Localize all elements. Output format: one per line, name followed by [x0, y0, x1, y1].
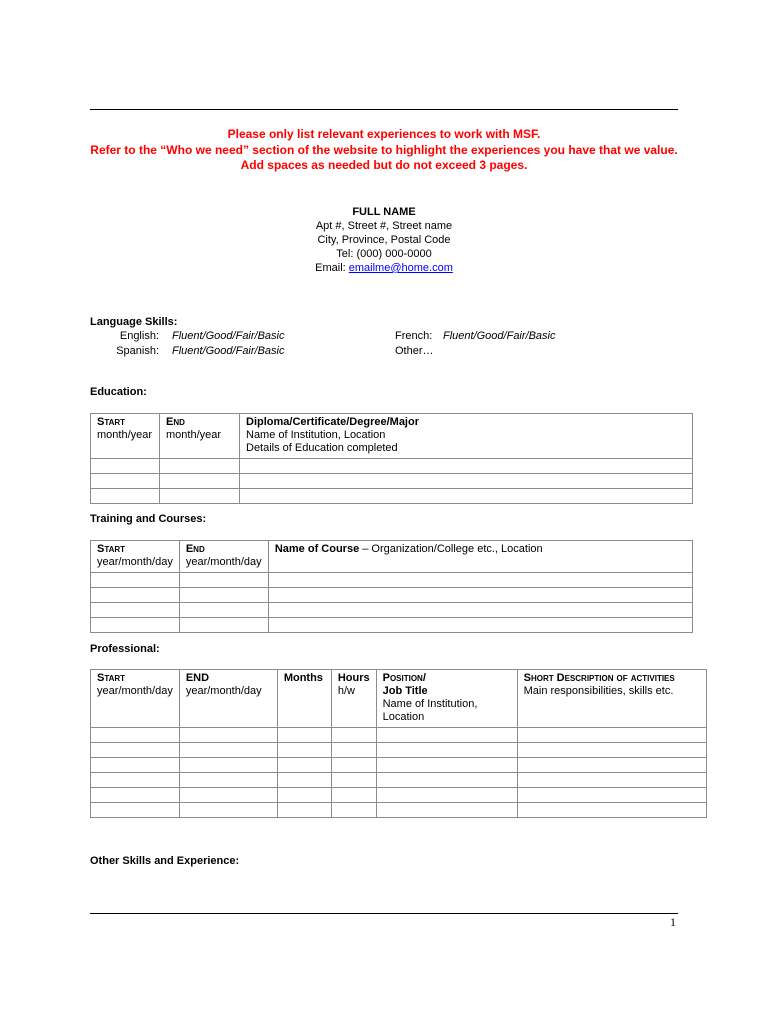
training-heading: Training and Courses:	[90, 513, 207, 525]
table-row	[91, 588, 693, 603]
table-row	[91, 459, 693, 474]
french-value: Fluent/Good/Fair/Basic	[443, 330, 556, 342]
education-start-header	[91, 414, 160, 459]
table-cell[interactable]	[91, 758, 180, 773]
professional-start-label: Start	[97, 672, 126, 684]
table-cell[interactable]	[376, 803, 517, 818]
training-header-row	[91, 541, 693, 573]
spanish-value: Fluent/Good/Fair/Basic	[172, 345, 285, 357]
education-end-label: End	[166, 416, 185, 428]
table-cell[interactable]	[91, 788, 180, 803]
training-course-desc: – Organization/College etc., Location	[359, 543, 543, 555]
professional-end-header	[179, 670, 277, 728]
table-cell[interactable]	[517, 758, 706, 773]
professional-end-label: END	[185, 672, 210, 684]
professional-start-header	[91, 670, 180, 728]
professional-position-header	[376, 670, 517, 728]
professional-location-label: Location	[382, 711, 425, 723]
training-start-format: year/month/day	[97, 556, 173, 568]
table-cell[interactable]	[277, 743, 331, 758]
table-cell[interactable]	[91, 459, 160, 474]
professional-position-label: Position/	[382, 672, 426, 684]
table-cell[interactable]	[160, 489, 240, 504]
table-cell[interactable]	[179, 728, 277, 743]
training-end-header	[179, 541, 268, 573]
table-cell[interactable]	[91, 773, 180, 788]
table-cell[interactable]	[331, 758, 376, 773]
table-cell[interactable]	[91, 618, 180, 633]
email-line	[90, 261, 678, 275]
table-cell[interactable]	[179, 773, 277, 788]
professional-desc-sub: Main responsibilities, skills etc.	[523, 685, 674, 697]
table-cell[interactable]	[91, 474, 160, 489]
table-cell[interactable]	[179, 618, 268, 633]
table-cell[interactable]	[331, 803, 376, 818]
notice-line-1: Please only list relevant experiences to work with MSF.	[227, 127, 541, 141]
table-cell[interactable]	[517, 743, 706, 758]
table-cell[interactable]	[517, 803, 706, 818]
professional-end-format: year/month/day	[185, 685, 262, 697]
table-cell[interactable]	[277, 758, 331, 773]
table-cell[interactable]	[160, 474, 240, 489]
training-course-header	[268, 541, 692, 573]
page-number: 1	[670, 915, 676, 929]
professional-hours-label: Hours	[337, 672, 370, 684]
professional-desc-label: Short Description of activities	[523, 672, 675, 684]
table-row	[91, 603, 693, 618]
table-cell[interactable]	[277, 728, 331, 743]
table-cell[interactable]	[268, 573, 692, 588]
professional-months-label: Months	[283, 672, 323, 684]
table-cell[interactable]	[517, 788, 706, 803]
table-cell[interactable]	[179, 573, 268, 588]
table-row	[91, 773, 707, 788]
table-cell[interactable]	[331, 728, 376, 743]
table-cell[interactable]	[268, 618, 692, 633]
education-start-format: month/year	[97, 429, 153, 441]
professional-table	[90, 669, 707, 818]
training-start-label: Start	[97, 543, 126, 555]
spanish-label: Spanish:	[116, 345, 159, 357]
training-end-format: year/month/day	[185, 556, 262, 568]
table-cell[interactable]	[268, 588, 692, 603]
other-language-label: Other…	[395, 345, 434, 357]
table-cell[interactable]	[179, 803, 277, 818]
header-rule	[90, 109, 678, 110]
table-cell[interactable]	[91, 603, 180, 618]
table-cell[interactable]	[268, 603, 692, 618]
education-details-label: Details of Education completed	[246, 442, 398, 454]
education-diploma-header	[240, 414, 693, 459]
city-address: City, Province, Postal Code	[317, 234, 451, 246]
table-cell[interactable]	[91, 728, 180, 743]
table-cell[interactable]	[277, 803, 331, 818]
table-row	[91, 758, 707, 773]
table-cell[interactable]	[240, 459, 693, 474]
other-skills-heading: Other Skills and Experience:	[90, 855, 240, 867]
table-row	[91, 474, 693, 489]
table-cell[interactable]	[376, 728, 517, 743]
education-start-label: Start	[97, 416, 126, 428]
professional-months-header	[277, 670, 331, 728]
table-cell[interactable]	[179, 788, 277, 803]
table-cell[interactable]	[91, 573, 180, 588]
table-row	[91, 743, 707, 758]
training-end-label: End	[185, 543, 205, 555]
table-cell[interactable]	[179, 758, 277, 773]
table-cell[interactable]	[91, 743, 180, 758]
education-institution-label: Name of Institution, Location	[246, 429, 386, 441]
professional-start-format: year/month/day	[97, 685, 173, 697]
training-start-header	[91, 541, 180, 573]
french-label: French:	[395, 330, 433, 342]
email-label: Email:	[315, 262, 349, 274]
table-cell[interactable]	[376, 773, 517, 788]
table-row	[91, 573, 693, 588]
table-cell[interactable]	[277, 773, 331, 788]
education-end-format: month/year	[166, 429, 222, 441]
table-row	[91, 728, 707, 743]
notice-line-3: Add spaces as needed but do not exceed 3 pages.	[240, 158, 528, 172]
professional-institution-label: Name of Institution,	[382, 698, 478, 710]
table-cell[interactable]	[91, 803, 180, 818]
table-row	[91, 788, 707, 803]
education-end-header	[160, 414, 240, 459]
table-cell[interactable]	[91, 588, 180, 603]
notice-line-2: Refer to the “Who we need” section of the website to highlight the experiences you have that we value.	[90, 143, 678, 157]
english-label: English:	[119, 330, 159, 342]
professional-hours-unit: h/w	[337, 685, 355, 697]
english-value: Fluent/Good/Fair/Basic	[172, 330, 285, 342]
table-row	[91, 618, 693, 633]
table-cell[interactable]	[179, 588, 268, 603]
table-cell[interactable]	[160, 459, 240, 474]
table-cell[interactable]	[376, 758, 517, 773]
email-link[interactable]: emailme@home.com	[348, 262, 453, 274]
table-cell[interactable]	[517, 773, 706, 788]
education-header-row	[91, 414, 693, 459]
education-table	[90, 413, 693, 504]
table-cell[interactable]	[331, 788, 376, 803]
training-table	[90, 540, 693, 633]
professional-header-row	[91, 670, 707, 728]
table-cell[interactable]	[331, 743, 376, 758]
full-name: FULL NAME	[352, 206, 416, 218]
professional-hours-header	[331, 670, 376, 728]
table-cell[interactable]	[517, 728, 706, 743]
language-heading: Language Skills:	[90, 316, 178, 328]
professional-desc-header	[517, 670, 706, 728]
professional-heading: Professional:	[90, 643, 160, 655]
table-cell[interactable]	[376, 788, 517, 803]
education-diploma-label: Diploma/Certificate/Degree/Major	[246, 416, 419, 428]
street-address: Apt #, Street #, Street name	[315, 220, 453, 232]
professional-job-title-label: Job Title	[382, 685, 428, 697]
table-cell[interactable]	[179, 743, 277, 758]
training-course-label: Name of Course	[274, 543, 360, 555]
table-cell[interactable]	[240, 474, 693, 489]
table-row	[91, 489, 693, 504]
table-cell[interactable]	[179, 603, 268, 618]
table-cell[interactable]	[331, 773, 376, 788]
education-heading: Education:	[90, 386, 147, 398]
table-cell[interactable]	[240, 489, 693, 504]
telephone: Tel: (000) 000-0000	[336, 248, 432, 260]
table-cell[interactable]	[376, 743, 517, 758]
table-cell[interactable]	[277, 788, 331, 803]
table-cell[interactable]	[91, 489, 160, 504]
table-row	[91, 803, 707, 818]
footer-rule	[90, 913, 678, 914]
